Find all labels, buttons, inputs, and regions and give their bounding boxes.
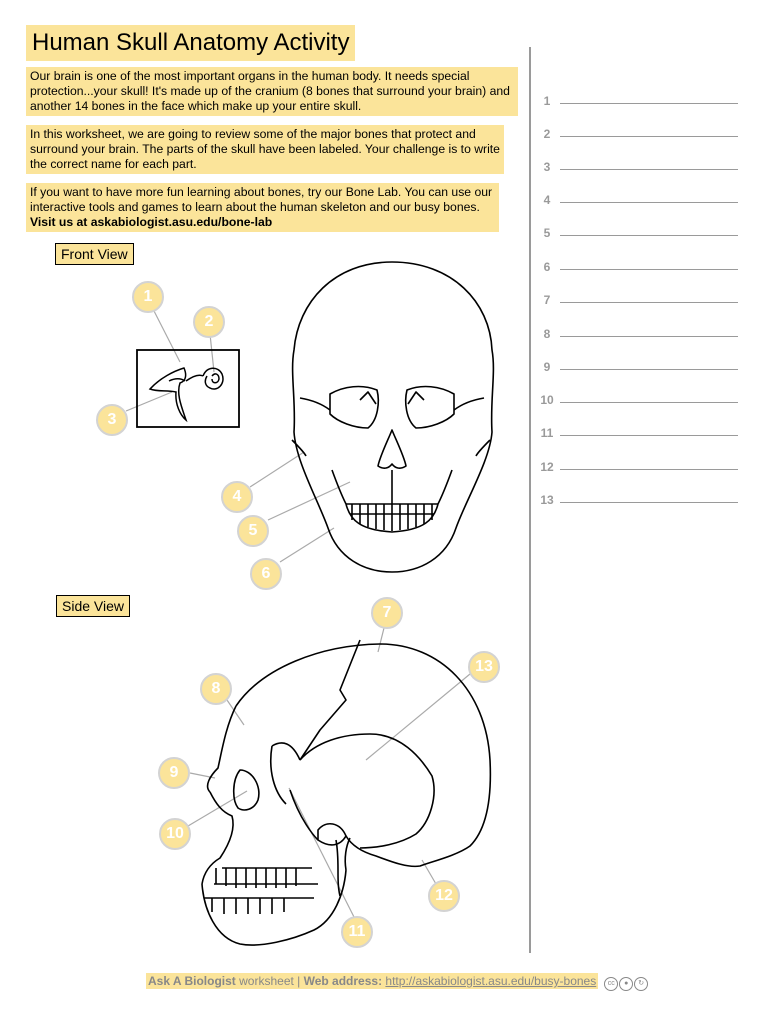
answer-number: 3: [543, 160, 551, 174]
footer-web-label: Web address:: [303, 974, 383, 988]
front-view-label: Front View: [55, 243, 134, 265]
ear-bones-inset: [137, 350, 239, 427]
footer-brand: Ask A Biologist: [148, 974, 236, 988]
share-alike-icon: ↻: [634, 977, 648, 991]
answer-number: 10: [540, 393, 554, 407]
number-label: 7: [371, 597, 403, 629]
worksheet-title: Human Skull Anatomy Activity: [26, 25, 355, 61]
number-label: 10: [159, 818, 191, 850]
number-label: 8: [200, 673, 232, 705]
answer-number: 11: [540, 426, 554, 440]
number-label: 12: [428, 880, 460, 912]
number-label: 9: [158, 757, 190, 789]
bone-lab-link[interactable]: Visit us at askabiologist.asu.edu/bone-lab: [30, 215, 273, 229]
bone-lab-text: If you want to have more fun learning about bones, try our Bone Lab. You can use our interactive tools and games to learn about the human skeleton and our busy bones.: [30, 185, 493, 214]
answer-number: 7: [543, 293, 551, 307]
footer-url-link[interactable]: http://askabiologist.asu.edu/busy-bones: [385, 974, 597, 988]
footer-kind: worksheet |: [235, 974, 304, 988]
answer-number: 6: [543, 260, 551, 274]
number-label: 11: [341, 916, 373, 948]
number-label: 3: [96, 404, 128, 436]
answer-number: 12: [540, 460, 554, 474]
number-label: 13: [468, 651, 500, 683]
answer-number: 8: [543, 327, 551, 341]
instructions-paragraph: In this worksheet, we are going to review some of the major bones that protect and surround your brain. The parts of the skull have been labeled. Your challenge is to write the correct name for each part.: [26, 125, 504, 174]
answer-number: 2: [543, 127, 551, 141]
number-label: 4: [221, 481, 253, 513]
number-label: 2: [193, 306, 225, 338]
footer: [146, 972, 649, 991]
number-label: 6: [250, 558, 282, 590]
front-skull: [292, 262, 493, 572]
number-label: 5: [237, 515, 269, 547]
license-icons: [604, 972, 649, 991]
answer-number: 4: [543, 193, 551, 207]
answer-number: 1: [543, 94, 551, 108]
attribution-icon: ●: [619, 977, 633, 991]
answer-number: 5: [543, 226, 551, 240]
side-view-label: Side View: [56, 595, 130, 617]
answer-number: 9: [543, 360, 551, 374]
number-label: 1: [132, 281, 164, 313]
answer-number: 13: [540, 493, 554, 507]
creative-commons-icon: cc: [604, 977, 618, 991]
intro-paragraph: Our brain is one of the most important organs in the human body. It needs special protection...your skull! It's made up of the cranium (8 bones that surround your brain) and another 14 bones in the face which make up your entire skull.: [26, 67, 518, 116]
